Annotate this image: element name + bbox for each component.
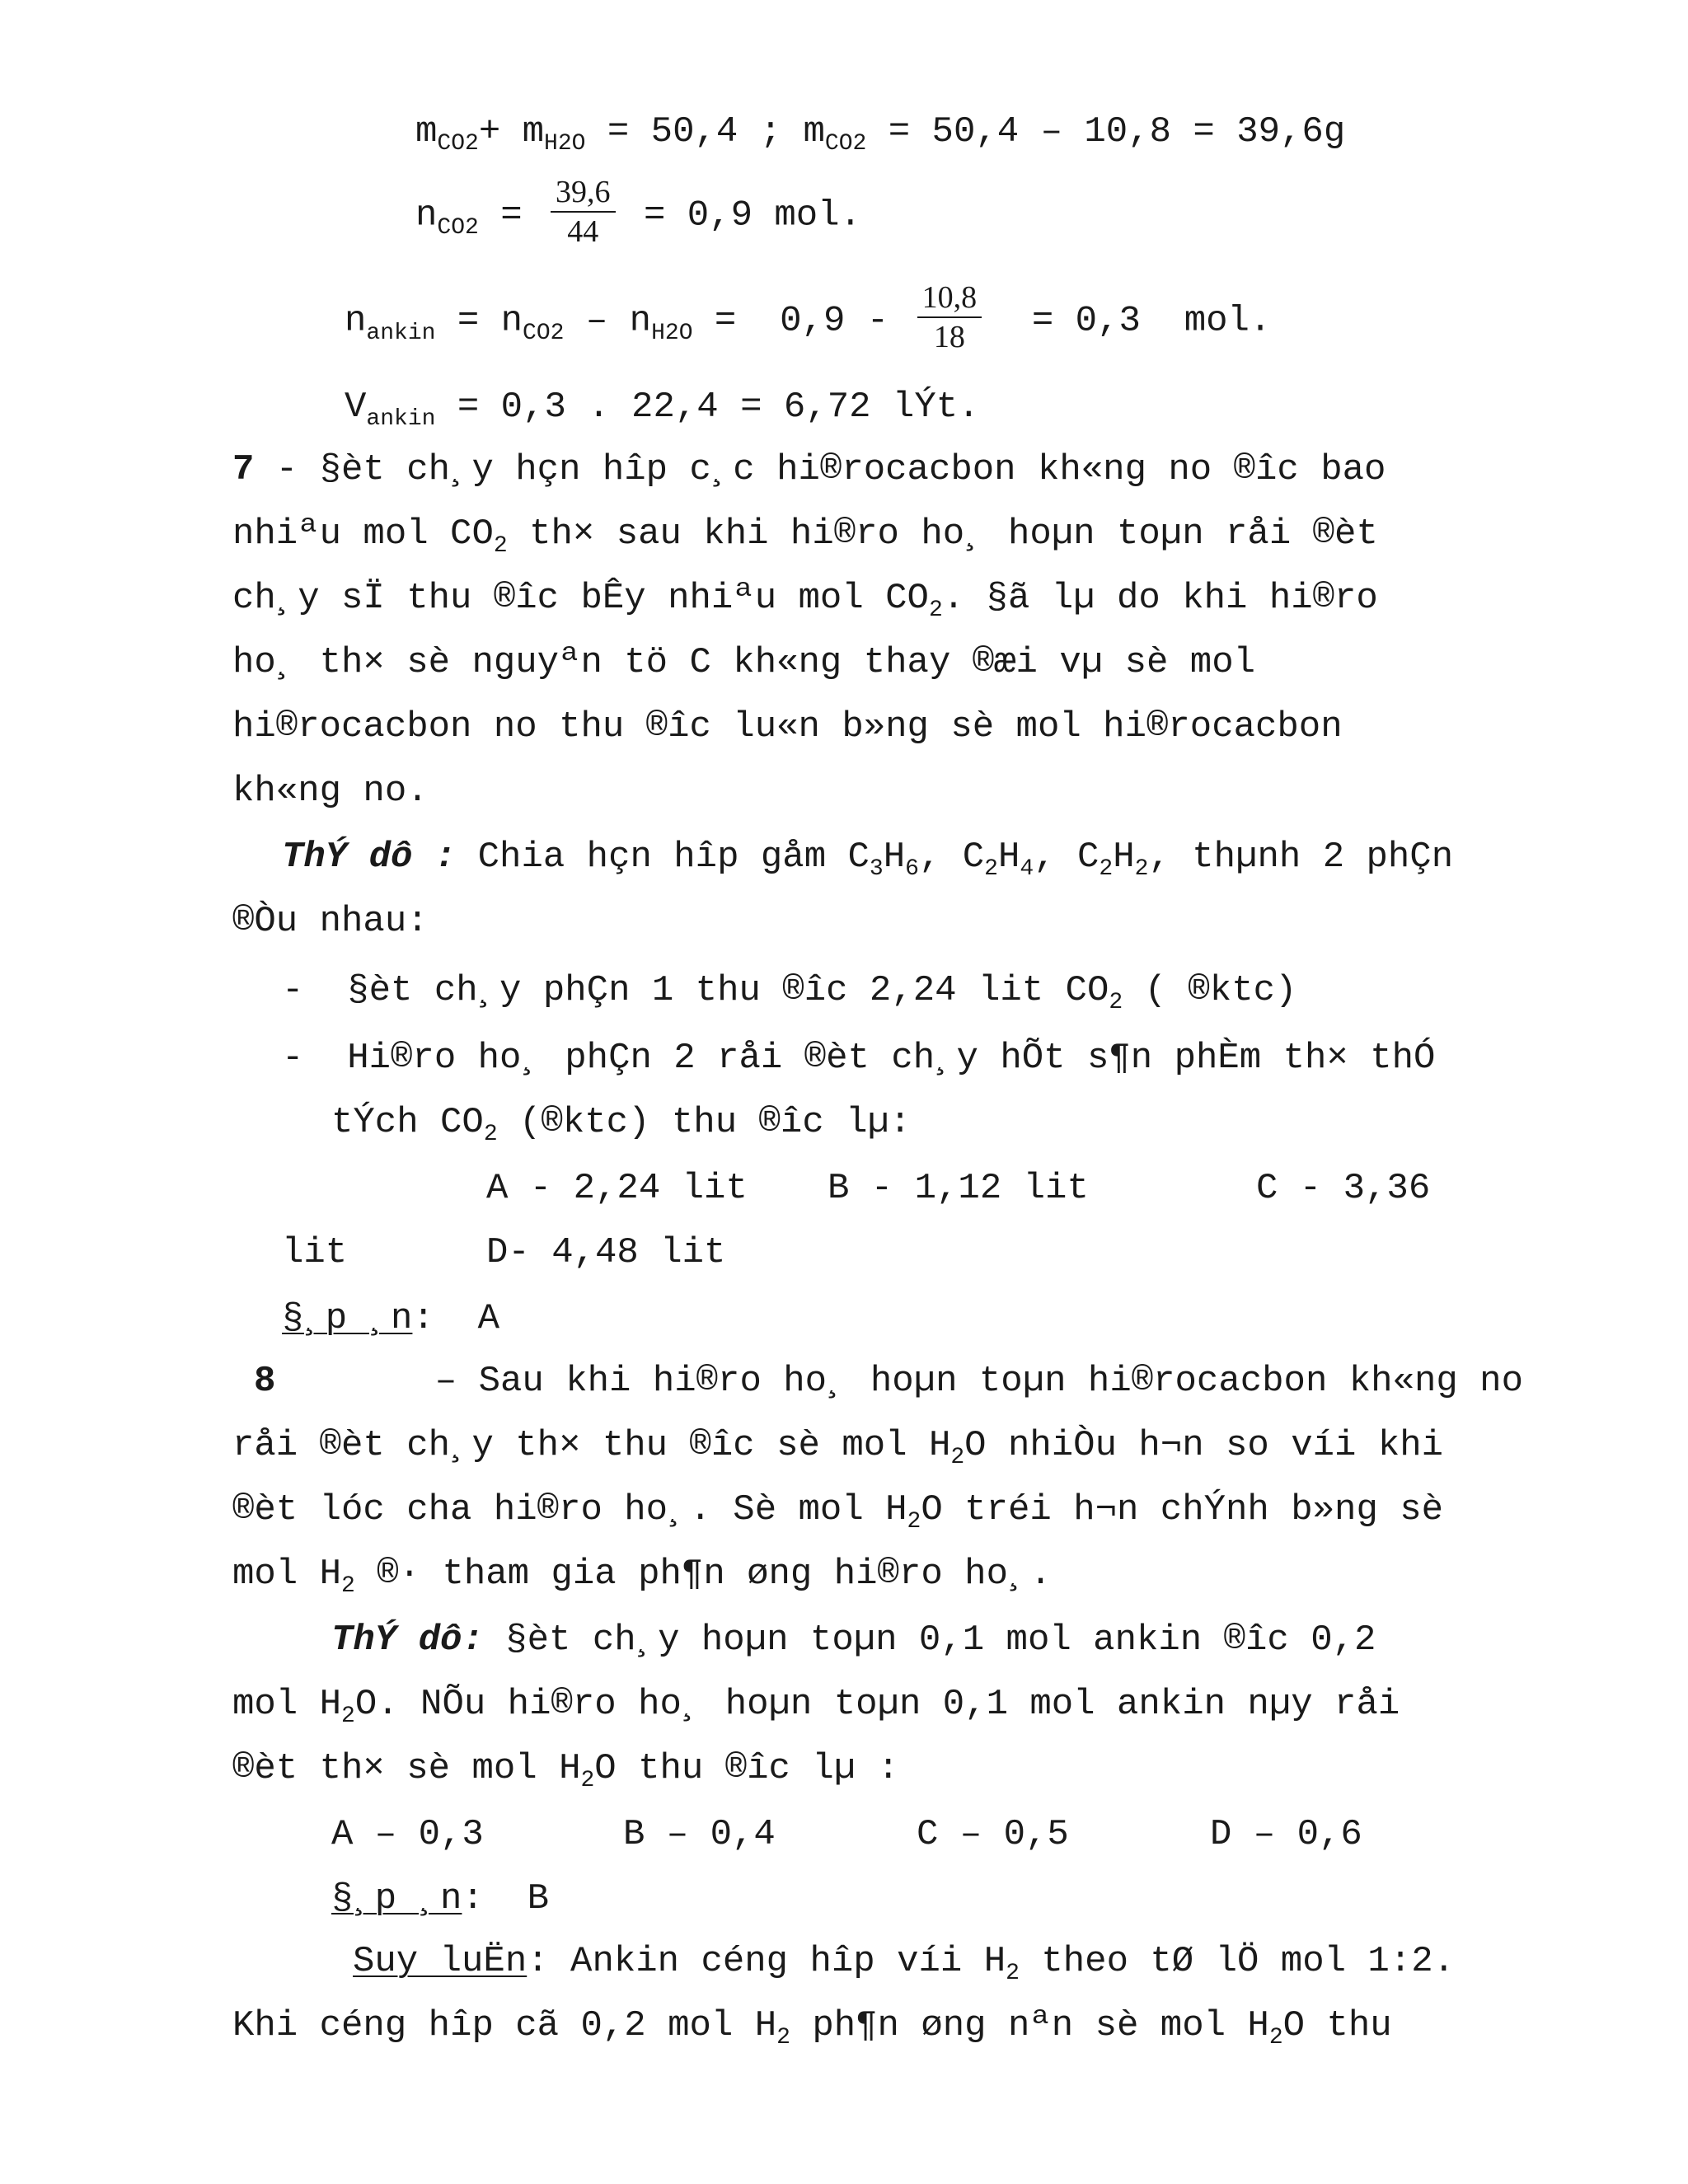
s7-example-line-1: ThÝ dô : Chia hçn hîp gåm $C_3H_6$, $C_2H_4$, $C_2H_2$, thµnh 2 phÇn — [282, 837, 1454, 882]
s7-bullet-2-cont: tÝch $CO_2$ (®ktc) thu ®îc lµ: — [331, 1102, 912, 1147]
s7-bullet-2: - Hi®ro ho¸ phÇn 2 råi ®èt ch¸y hÕt s¶n phÈm th× thÓ — [282, 1038, 1436, 1079]
s8-example-label: ThÝ dô: — [331, 1619, 484, 1661]
calc-line-4: $V_{ankin} = 0,3$ . 22,4 = 6,72 lÝt. — [345, 387, 980, 432]
s8-reasoning-line-1: Suy luËn: Ankin céng hîp víi $H_2$ theo tØ lÖ mol 1:2. — [353, 1941, 1456, 1986]
s8-option-d: D – 0,6 — [1210, 1814, 1362, 1855]
s7-example-label: ThÝ dô : — [282, 837, 457, 878]
s8-example-line-3: ®èt th× sè mol $H_2O$ thu ®îc lµ : — [232, 1748, 899, 1793]
calc-line-1: $m_{CO2}+ m_{H2O} = 50,4$ ; $m_{CO2} = 50,4 - 10,8 = 39,6g$ — [415, 111, 1346, 157]
s8-line-4: mol $H_2$ ®· tham gia ph¶n øng hi®ro ho¸. — [232, 1554, 1052, 1599]
s7-option-d: D- 4,48 lit — [486, 1232, 726, 1273]
s8-reasoning-label: Suy luËn — [353, 1941, 528, 1982]
s7-answer-label: §¸p ¸n — [282, 1298, 413, 1339]
s8-answer-value: B — [527, 1878, 550, 1919]
fraction-h2o: $\frac{10,8}{18}$ — [917, 279, 982, 356]
s7-answer-value: A — [477, 1298, 500, 1339]
s8-example-line-2: mol $H_2O$. NÕu hi®ro ho¸ hoµn toµn 0,1 mol ankin nµy råi — [232, 1684, 1400, 1729]
s7-option-a: A - 2,24 lit — [486, 1168, 748, 1209]
s7-line-4: ho¸ th× sè nguyªn tö C kh«ng thay ®æi vµ sè mol — [232, 642, 1256, 683]
s8-answer: §¸p ¸n: B — [331, 1878, 550, 1919]
s7-option-b: B - 1,12 lit — [828, 1168, 1089, 1209]
s8-line-2: råi ®èt ch¸y th× thu ®îc sè mol $H_2O$ nhiÒu h¬n so víi khi — [232, 1425, 1444, 1470]
s7-line-5: hi®rocacbon no thu ®îc lu«n b»ng sè mol hi®rocacbon — [232, 706, 1343, 748]
s8-answer-label: §¸p ¸n — [331, 1878, 462, 1919]
s8-line-3: ®èt lóc cha hi®ro ho¸. Sè mol $H_2O$ tréi h¬n chÝnh b»ng sè — [232, 1489, 1444, 1535]
s8-option-c: C – 0,5 — [917, 1814, 1069, 1855]
s7-option-c-unit: lit — [282, 1232, 348, 1273]
s7-line-3: ch¸y sÏ thu ®îc bÊy nhiªu mol $CO_2$. §ã lµ do khi hi®ro — [232, 578, 1378, 623]
s7-number: 7 — [232, 449, 255, 490]
s7-bullet-1: - §èt ch¸y phÇn 1 thu ®îc 2,24 lit $CO_2$ ( ®ktc) — [282, 970, 1297, 1015]
s7-answer: §¸p ¸n: A — [282, 1298, 500, 1339]
s8-reasoning-line-2: Khi céng hîp cã 0,2 mol $H_2$ ph¶n øng nªn sè mol $H_2O$ thu — [232, 2005, 1392, 2050]
s8-option-a: A – 0,3 — [331, 1814, 484, 1855]
s8-option-b: B – 0,4 — [623, 1814, 776, 1855]
s7-option-c: C - 3,36 — [1256, 1168, 1431, 1209]
s7-line-2: nhiªu mol $CO_2$ th× sau khi hi®ro ho¸ hoµn toµn råi ®èt — [232, 513, 1378, 559]
s8-line-1: 8 – Sau khi hi®ro ho¸ hoµn toµn hi®rocacbon kh«ng no — [254, 1361, 1523, 1402]
s7-line-6: kh«ng no. — [232, 771, 429, 812]
calc-line-2: $n_{CO2}$ = $\frac{39,6}{44}$ = 0,9 mol. — [415, 175, 861, 249]
s7-line-1: 7 - §èt ch¸y hçn hîp c¸c hi®rocacbon kh«ng no ®îc bao — [232, 449, 1386, 490]
calc-line-3: $n_{ankin} = n_{CO2} - n_{H2O} = 0,9$ - $\frac{10,8}{18}$ = 0,3 mol. — [345, 280, 1272, 354]
fraction-co2: $\frac{39,6}{44}$ — [551, 173, 616, 251]
s8-number: 8 — [254, 1361, 276, 1402]
s8-example-line-1: ThÝ dô: §èt ch¸y hoµn toµn 0,1 mol ankin ®îc 0,2 — [331, 1619, 1376, 1661]
s7-example-line-2: ®Òu nhau: — [232, 901, 429, 942]
